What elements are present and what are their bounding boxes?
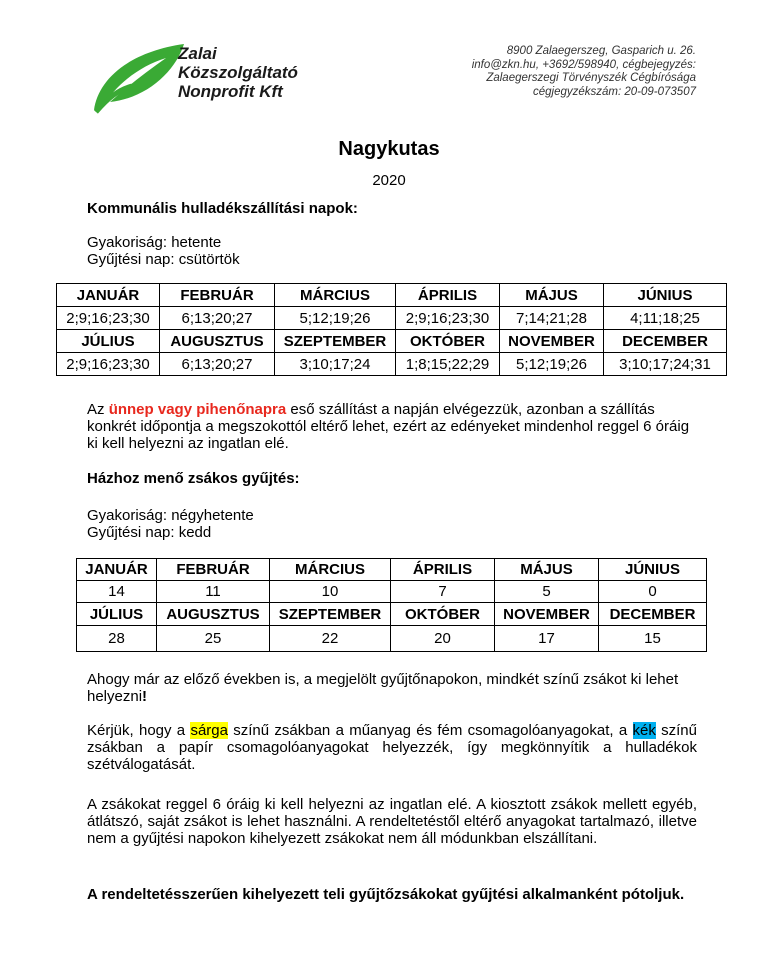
days-cell: 7 [391,581,495,603]
logo-text [178,44,298,101]
days-cell: 6;13;20;27 [160,307,275,330]
blue-highlight: kék [632,722,656,739]
month-cell: OKTÓBER [396,330,500,353]
table-row [77,603,707,626]
month-cell: MÁJUS [500,284,604,307]
bags-schedule-table [76,558,707,652]
table-row [77,581,707,603]
para-both-colors [87,671,697,705]
days-cell: 0 [599,581,707,603]
para-colors [87,722,697,773]
month-cell: JÚNIUS [599,559,707,581]
communal-frequency: Gyakoriság: hetente [87,234,222,251]
bags-heading: Házhoz menő zsákos gyűjtés: [87,470,300,487]
days-cell: 25 [157,626,270,652]
logo-line: Zalai [178,44,217,63]
days-cell: 17 [495,626,599,652]
month-cell: JANUÁR [77,559,157,581]
month-cell: MÁJUS [495,559,599,581]
holiday-note [87,401,697,452]
days-cell: 28 [77,626,157,652]
month-cell: OKTÓBER [391,603,495,626]
days-cell: 20 [391,626,495,652]
month-cell: ÁPRILIS [396,284,500,307]
month-cell: DECEMBER [599,603,707,626]
page-title: Nagykutas [338,138,440,160]
para-replace: A rendeltetésszerűen kihelyezett teli gyűjtőzsákokat gyűjtési alkalmanként pótoljuk. [87,886,685,903]
para-both-colors-text: Ahogy már az előző években is, a megjelölt gyűjtőnapokon, mindkét színű zsákot ki lehet helyezni [87,671,679,705]
logo-line: Nonprofit Kft [178,82,283,101]
table-row [77,626,707,652]
days-cell: 10 [270,581,391,603]
table-row [57,330,727,353]
month-cell: DECEMBER [604,330,727,353]
table-row [57,284,727,307]
month-cell: ÁPRILIS [391,559,495,581]
days-cell: 2;9;16;23;30 [396,307,500,330]
communal-heading: Kommunális hulladékszállítási napok: [87,200,358,217]
days-cell: 2;9;16;23;30 [57,307,160,330]
para-colors-t1: Kérjük, hogy a [87,722,191,739]
days-cell: 2;9;16;23;30 [57,353,160,376]
contact-court: Zalaegerszegi Törvényszék Cégbírósága [486,72,696,84]
communal-schedule-table [56,283,727,376]
days-cell: 5;12;19;26 [500,353,604,376]
month-cell: NOVEMBER [500,330,604,353]
bags-frequency: Gyakoriság: négyhetente [87,507,254,524]
holiday-note-post: eső szállítást a napján elvégezzük, azonban a szállítás konkrét időpontja a megszokottól eltérő lehet, ezért az edényeket mindenhol reggel 6 óráig ki kell helyezni az ingatlan elé. [87,401,690,452]
para-rules: A zsákokat reggel 6 óráig ki kell helyezni az ingatlan elé. A kiosztott zsákok mellett egyéb, átlátszó, saját zsákot is lehet használni. A rendeltetéstől eltérő anyagokat tartalmazó, illetve nem a gyűjtési napokon kihelyezett zsákokat nem áll módunkban elszállítani. [87,796,697,847]
days-cell: 22 [270,626,391,652]
month-cell: SZEPTEMBER [275,330,396,353]
days-cell: 3;10;17;24;31 [604,353,727,376]
month-cell: MÁRCIUS [270,559,391,581]
month-cell: JÚLIUS [57,330,160,353]
logo-line: Közszolgáltató [178,63,298,82]
month-cell: SZEPTEMBER [270,603,391,626]
month-cell: FEBRUÁR [160,284,275,307]
days-cell: 5 [495,581,599,603]
month-cell: FEBRUÁR [157,559,270,581]
days-cell: 7;14;21;28 [500,307,604,330]
para-colors-t2: színű zsákban a műanyag és fém csomagolóanyagokat, a [227,722,633,739]
month-cell: MÁRCIUS [275,284,396,307]
table-row [57,307,727,330]
month-cell: JÚLIUS [77,603,157,626]
page-year: 2020 [372,172,406,189]
contact-registry: cégjegyzékszám: 20-09-073507 [532,85,696,98]
bags-collection-day: Gyűjtési nap: kedd [87,524,212,541]
days-cell: 5;12;19;26 [275,307,396,330]
company-logo [88,40,308,116]
holiday-note-pre: Az [87,401,109,418]
table-row [77,559,707,581]
para-colors-t3: színű zsákban a papír csomagolóanyagokat helyezzék, így megkönnyítik a hulladékok szétválogatását. [87,722,697,773]
month-cell: AUGUSZTUS [160,330,275,353]
days-cell: 4;11;18;25 [604,307,727,330]
company-contact [472,45,696,99]
contact-address: 8900 Zalaegerszeg, Gasparich u. 26. [506,45,696,57]
month-cell: NOVEMBER [495,603,599,626]
month-cell: JANUÁR [57,284,160,307]
para-both-colors-end: ! [142,688,148,705]
days-cell: 3;10;17;24 [275,353,396,376]
days-cell: 14 [77,581,157,603]
table-row [57,353,727,376]
days-cell: 1;8;15;22;29 [396,353,500,376]
leaf-logo-icon [88,40,188,116]
days-cell: 6;13;20;27 [160,353,275,376]
yellow-highlight: sárga [190,722,228,739]
days-cell: 15 [599,626,707,652]
contact-email-phone: info@zkn.hu, +3692/598940, cégbejegyzés: [471,58,696,71]
holiday-note-highlight: ünnep vagy pihenőnapra [108,401,287,418]
month-cell: AUGUSZTUS [157,603,270,626]
month-cell: JÚNIUS [604,284,727,307]
days-cell: 11 [157,581,270,603]
communal-collection-day: Gyűjtési nap: csütörtök [87,251,240,268]
